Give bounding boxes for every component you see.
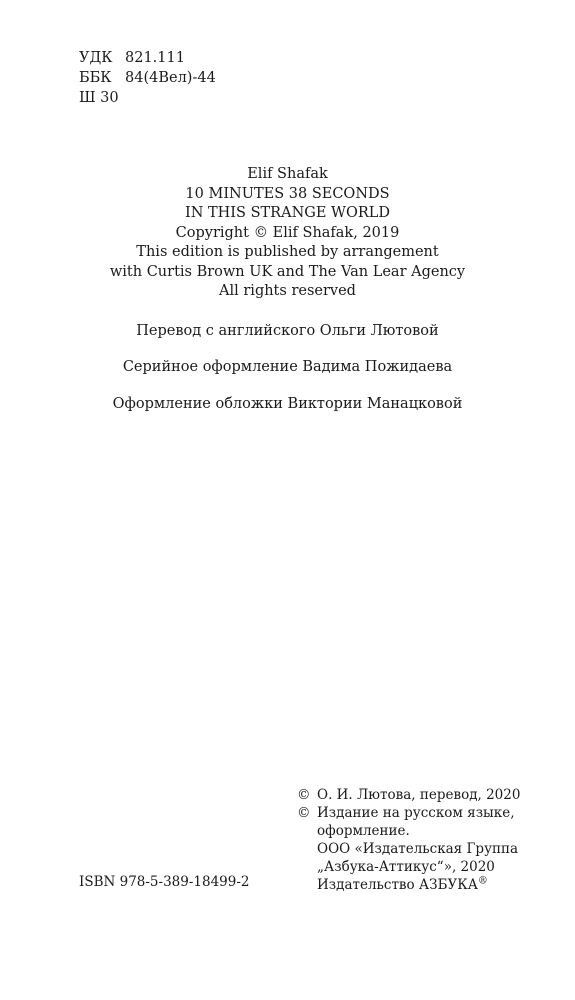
cover-design-credit: Оформление обложки Виктории Манацковой: [112, 396, 463, 412]
edition-copyright-line-1: Издание на русском языке,: [317, 805, 515, 821]
copyright-sign: ©: [297, 787, 311, 803]
publisher-line-1: ООО «Издательская Группа: [317, 841, 519, 857]
translation-copyright-text: О. И. Лютова, перевод, 2020: [317, 787, 521, 803]
series-design-credit: Серийное оформление Вадима Пожидаева: [122, 359, 453, 375]
publisher-line-3: [317, 876, 488, 894]
translation-copyright: [297, 786, 520, 804]
russian-edition-copyrights: [297, 786, 520, 894]
author-name: Elif Shafak: [247, 166, 328, 182]
edition-copyright: [297, 804, 520, 822]
publisher-row-1: [297, 840, 520, 858]
bbk-label: ББК: [79, 70, 112, 86]
original-edition-credits: [0, 165, 575, 302]
edition-copyright-row-2: [297, 822, 520, 840]
publisher-row-2: [297, 858, 520, 876]
isbn: ISBN 978-5-389-18499-2: [79, 874, 250, 890]
bbk-row: [79, 68, 216, 88]
bbk-code: 84(4Вел)-44: [125, 70, 216, 86]
publisher-row-3: [297, 876, 520, 894]
publisher-imprint: Издательство АЗБУКА: [317, 877, 478, 893]
edition-arrangement-line-1: This edition is published by arrangement: [136, 244, 439, 260]
udk-label: УДК: [79, 50, 113, 66]
udk-row: [79, 48, 216, 68]
rights-reserved: All rights reserved: [219, 283, 356, 299]
original-copyright: Copyright © Elif Shafak, 2019: [175, 224, 400, 241]
original-title-line-1: 10 MINUTES 38 SECONDS: [185, 185, 390, 202]
library-classification: [79, 48, 216, 108]
author-mark-row: [79, 88, 216, 108]
udk-code: 821.111: [125, 50, 185, 66]
copyright-sign: ©: [297, 805, 311, 821]
publisher-line-2: „Азбука-Аттикус“», 2020: [317, 859, 495, 875]
registered-mark: ®: [477, 875, 488, 887]
author-mark: Ш 30: [79, 90, 119, 106]
original-title-line-2: IN THIS STRANGE WORLD: [184, 205, 391, 221]
translator-credit: Перевод с английского Ольги Лютовой: [136, 323, 439, 339]
edition-arrangement-line-2: with Curtis Brown UK and The Van Lear Agency: [109, 263, 466, 280]
edition-copyright-line-2: оформление.: [317, 823, 410, 839]
